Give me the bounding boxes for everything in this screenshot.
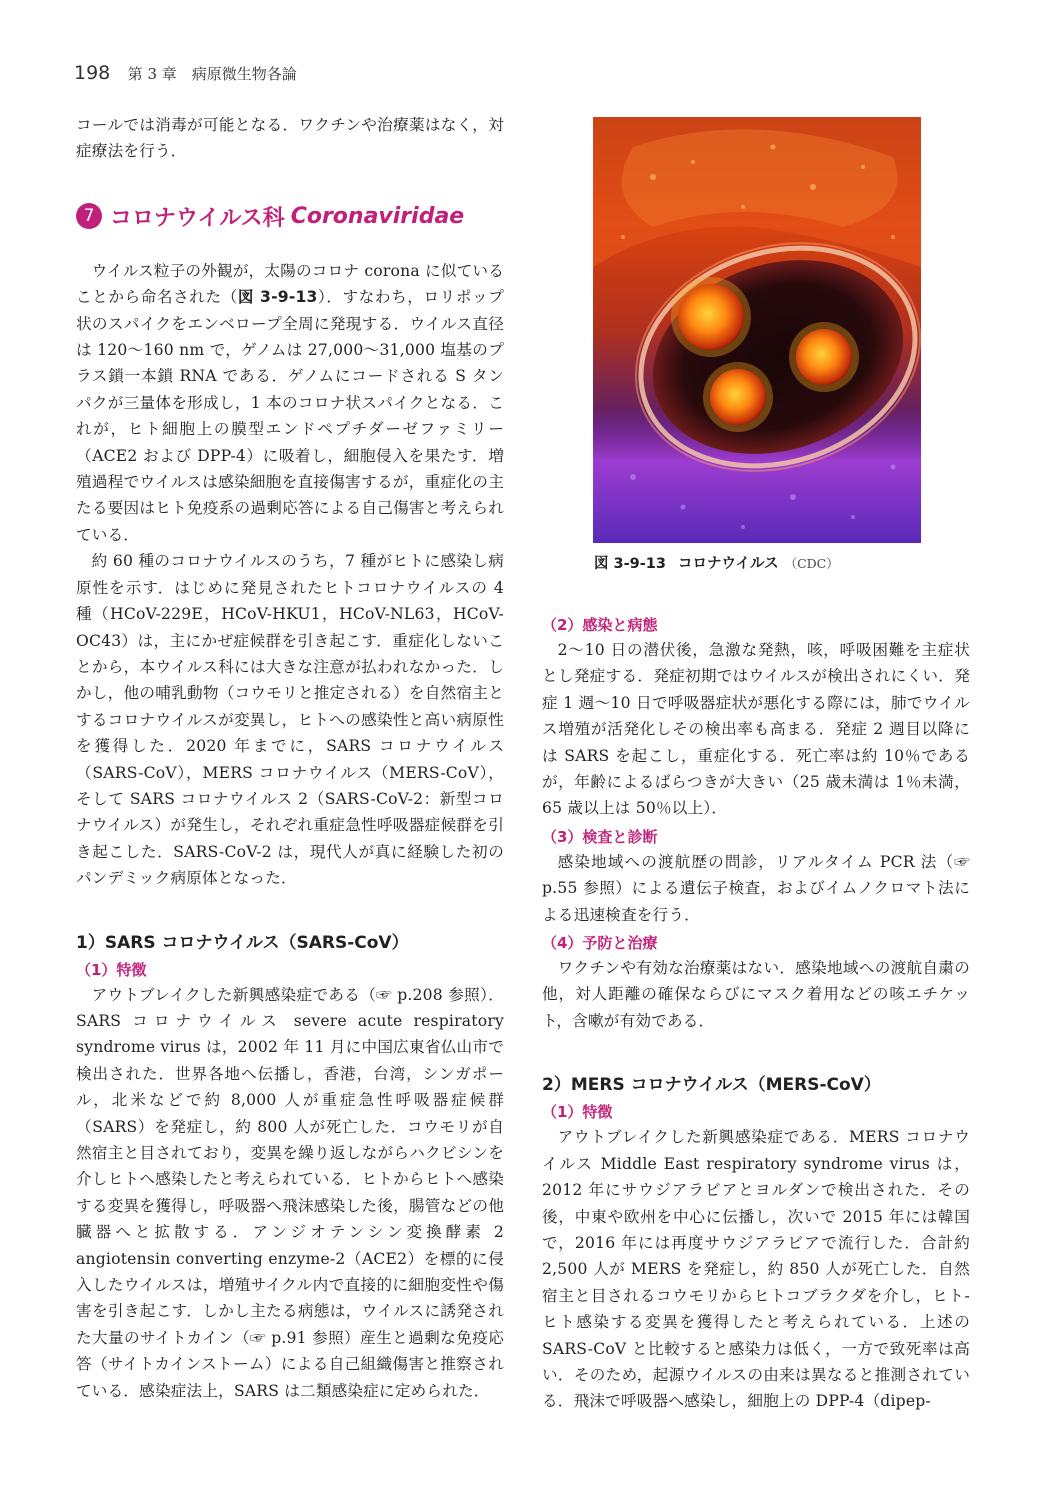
- subsection-sars-heading: 1）SARS コロナウイルス（SARS-CoV）: [76, 932, 409, 953]
- sars-prevention-paragraph: ワクチンや有効な治療薬はない．感染地域への渡航自粛の他，対人距離の確保ならびにマスク着用などの咳エチケット，含嗽が有効である．: [542, 959, 970, 1030]
- coronavirus-micrograph: [593, 117, 921, 543]
- paragraph-text: ）．すなわち，ロリポップ状のスパイクをエンベロープ全周に発現する．ウイルス直径は 120～160 nm で，ゲノムは 27,000～31,000 塩基のプラス鎖一本鎖 RNA である．ゲノムにコードされる S タンパクが三量体を形成し，1 本のコロナ状スパイクとなる．これが，ヒト細胞上の膜型エンドペプチダーゼファミリー（ACE2 および DPP-4）に吸着し，細胞侵入を果たす．増殖過程でウイルスは感染細胞を直接傷害するが，重症化の主たる要因はヒト免疫系の過剰応答による自己傷害と考えられている．: [76, 288, 504, 544]
- subsection-mers-heading: 2）MERS コロナウイルス（MERS-CoV）: [542, 1075, 881, 1096]
- figure-caption: [594, 552, 839, 573]
- sars-features-heading: （1）特徴: [76, 960, 147, 979]
- sars-pathology-paragraph: 2～10 日の潜伏後，急激な発熱，咳，呼吸困難を主症状とし発症する．発症初期ではウイルスが検出されにくい．発症 1 週～10 日で呼吸器症状が悪化する際には，肺でウイルス増殖が活発化しその検出率も高まる．発症 2 週目以降には SARS を起こし，重症化する．死亡率は約 10％であるが，年齢によるばらつきが大きい（25 歳未満は 1％未満，65 歳以上は 50％以上）．: [542, 641, 970, 818]
- figure-credit: （CDC）: [784, 556, 839, 571]
- section-number-badge: 7: [76, 203, 102, 229]
- sars-pathology-heading: （2）感染と病態: [542, 616, 658, 634]
- left-column: [76, 112, 504, 1404]
- figure-number: 図 3-9-13: [594, 556, 666, 572]
- sars-diagnosis-paragraph: 感染地域への渡航歴の問診，リアルタイム PCR 法（☞ p.55 参照）による遺伝子検査，およびイムノクロマト法による迅速検査を行う．: [542, 852, 970, 924]
- paragraph-human-coronaviruses: 約 60 種のコロナウイルスのうち，7 種がヒトに感染し病原性を示す．はじめに発見されたヒトコロナウイルスの 4 種（HCoV-229E，HCoV-HKU1，HCoV-NL63，HCoV-OC43）は，主にかぜ症候群を引き起こす．重症化しないことから，本ウイルス科には大きな注意が払われなかった．しかし，他の哺乳動物（コウモリと推定される）を自然宿主とするコロナウイルスが変異し，ヒトへの感染性と高い病原性を獲得した．2020 年までに，SARS コロナウイルス（SARS-CoV），MERS コロナウイルス（MERS-CoV），そして SARS コロナウイルス 2（SARS-CoV-2：新型コロナウイルス）が発生し，それぞれ重症急性呼吸器症候群を引き起こした．SARS-CoV-2 は，現代人が真に経験した初のパンデミック病原体となった．: [76, 552, 504, 888]
- sars-diagnosis-heading: （3）検査と診断: [542, 827, 658, 846]
- sars-prevention-heading: （4）予防と治療: [542, 934, 658, 953]
- figure-label: コロナウイルス: [677, 556, 779, 572]
- figure-reference[interactable]: 図 3-9-13: [237, 288, 318, 307]
- micrograph-illustration: [593, 117, 921, 543]
- sars-features-paragraph: アウトブレイクした新興感染症である（☞ p.208 参照）．SARS コロナウイルス severe acute respiratory syndrome virus は，2002 年 11 月に中国広東省仏山市で検出された．世界各地へ伝播し，香港，台湾，シンガポール，北米などで約 8,000 人が重症急性呼吸器症候群（SARS）を発症し，約 800 人が死亡した．コウモリが自然宿主と目されており，変異を繰り返しながらハクビシンを介しヒトへ感染したと考えられている．ヒトからヒトへ感染する変異を獲得し，呼吸器へ飛沫感染した後，腸管などの他臓器へと拡散する．アンジオテンシン変換酵素 2 angiotensin converting enzyme-2（ACE2）を標的に侵入したウイルスは，増殖サイクル内で直接的に細胞変性や傷害を引き起こす．しかし主たる病態は，ウイルスに誘発された大量のサイトカイン（☞ p.91 参照）産生と過剰な免疫応答（サイトカインストーム）による自己組織傷害と推察されている．感染症法上，SARS は二類感染症に定められた．: [76, 985, 504, 1400]
- chapter-title: 第 3 章 病原微生物各論: [127, 65, 297, 83]
- paragraph-text: ウイルス粒子の外観が，太陽のコロナ corona に似ていることから命名された（: [76, 261, 504, 307]
- page-number: 198: [74, 62, 111, 84]
- section-title-latin: Coronaviridae: [290, 203, 465, 229]
- mers-features-paragraph: アウトブレイクした新興感染症である．MERS コロナウイルス Middle East respiratory syndrome virus は，2012 年にサウジアラビアとヨルダンで検出された．その後，中東や欧州を中心に伝播し，次いで 2015 年には韓国で，2016 年には再度サウジアラビアで流行した．合計約 2,500 人が MERS を発症し，約 850 人が死亡した．自然宿主と目されるコウモリからヒトコブラクダを介し，ヒト-ヒト感染する変異を獲得したと考えられている．上述の SARS-CoV と比較すると感染力は低く，一方で致死率は高い．そのため，起源ウイルスの由来は異なると推測されている．飛沫で呼吸器へ感染し，細胞上の DPP-4（dipep-: [542, 1128, 970, 1411]
- section-title-ja: コロナウイルス科: [110, 205, 285, 231]
- paragraph-naming: [76, 258, 504, 548]
- section-heading: [76, 201, 504, 232]
- mers-features-heading: （1）特徴: [542, 1103, 613, 1122]
- right-column: [542, 614, 970, 1415]
- intro-paragraph: コールでは消毒が可能となる．ワクチンや治療薬はなく，対症療法を行う．: [76, 116, 504, 161]
- page-header: [74, 62, 297, 84]
